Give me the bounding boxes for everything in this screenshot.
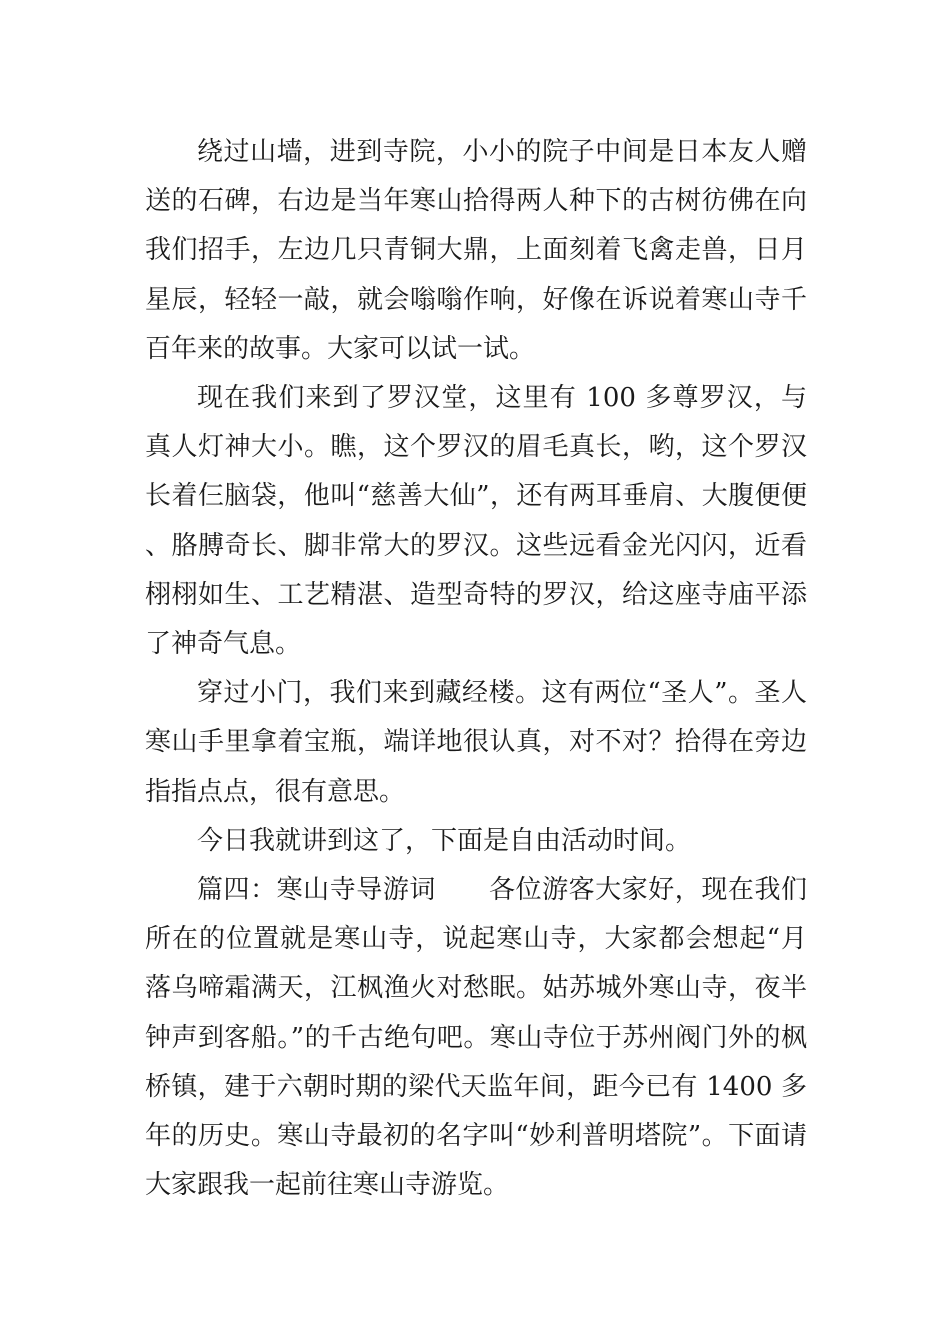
- paragraph-5: 篇四：寒山寺导游词 各位游客大家好，现在我们所在的位置就是寒山寺，说起寒山寺，大家都会想起“月落乌啼霜满天，江枫渔火对愁眠。姑苏城外寒山寺，夜半钟声到客船。”的千古绝句吧。寒山寺位于苏州阀门外的枫桥镇，建于六朝时期的梁代天监年间，距今已有 1400 多年的历史。寒山寺最初的名字叫“妙利普明塔院”。下面请大家跟我一起前往寒山寺游览。: [145, 875, 807, 1201]
- paragraph-4: 今日我就讲到这了，下面是自由活动时间。: [197, 825, 692, 856]
- paragraph-1: 绕过山墙，进到寺院，小小的院子中间是日本友人赠送的石碑，右边是当年寒山拾得两人种下的古树彷佛在向我们招手，左边几只青铜大鼎，上面刻着飞禽走兽，日月星辰，轻轻一敲，就会嗡嗡作响，好像在诉说着寒山寺千百年来的故事。大家可以试一试。: [145, 137, 807, 364]
- paragraph-3: 穿过小门，我们来到藏经楼。这有两位“圣人”。圣人寒山手里拿着宝瓶，端详地很认真，对不对？拾得在旁边指指点点，很有意思。: [145, 678, 807, 807]
- document-page: [145, 128, 807, 1210]
- paragraph-2: 现在我们来到了罗汉堂，这里有 100 多尊罗汉，与真人灯神大小。瞧，这个罗汉的眉毛真长，哟，这个罗汉长着仨脑袋，他叫“慈善大仙”，还有两耳垂肩、大腹便便、胳膊奇长、脚非常大的罗汉。这些远看金光闪闪，近看栩栩如生、工艺精湛、造型奇特的罗汉，给这座寺庙平添了神奇气息。: [145, 383, 807, 660]
